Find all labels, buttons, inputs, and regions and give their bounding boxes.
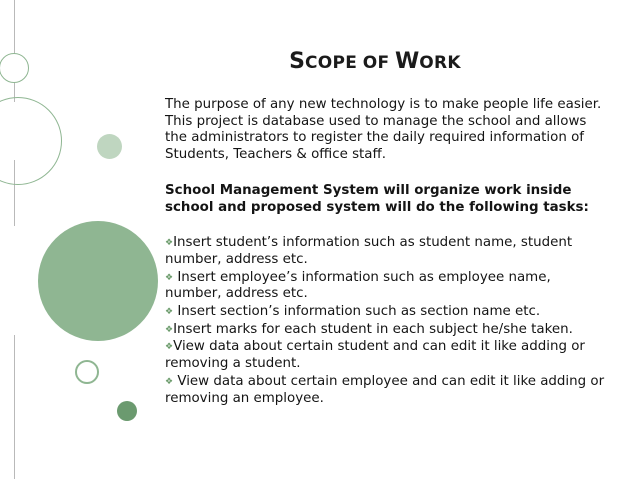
task-text: Insert marks for each student in each subject he/she taken. (173, 321, 573, 337)
list-item (165, 322, 605, 339)
list-item (165, 235, 605, 268)
slide-content (165, 97, 605, 408)
intro-paragraph: The purpose of any new technology is to make people life easier. This project is database used to manage the school and allows the administrators to register the daily required information of Students, Teachers & office staff. (165, 97, 602, 163)
task-text: View data about certain employee and can edit it like adding or removing an employee. (165, 373, 605, 406)
bullet-diamond-icon: ❖ (165, 307, 174, 318)
task-text: Insert employee’s information such as employee name, number, address etc. (165, 269, 551, 302)
slide-title (150, 49, 600, 74)
list-item (165, 304, 605, 321)
title-word1-rest: COPE (304, 53, 358, 73)
decorative-line (14, 0, 15, 54)
title-initial-s: S (289, 49, 305, 74)
title-initial-w: W (394, 49, 420, 74)
bullet-diamond-icon: ❖ (165, 324, 174, 335)
task-text: View data about certain student and can edit it like adding or removing a student. (165, 339, 585, 372)
summary-paragraph: School Management System will organize work inside school and proposed system will do the following tasks: (165, 182, 589, 215)
decorative-circle-bottom (117, 401, 137, 421)
bullet-diamond-icon: ❖ (165, 376, 174, 387)
decorative-line (14, 335, 15, 479)
list-item (165, 374, 605, 407)
task-text: Insert section’s information such as section name etc. (177, 304, 541, 320)
bullet-diamond-icon: ❖ (165, 342, 174, 353)
bullet-diamond-icon: ❖ (165, 272, 174, 283)
decorative-circle-large (38, 221, 158, 341)
list-item (165, 339, 605, 372)
task-text: Insert student’s information such as student name, student number, address etc. (165, 235, 573, 267)
list-item (165, 270, 605, 303)
decorative-ring-top (0, 53, 29, 83)
bullet-diamond-icon: ❖ (165, 238, 174, 249)
title-word3-rest: ORK (419, 53, 461, 73)
title-word2: OF (362, 53, 390, 73)
task-list (165, 235, 605, 407)
decorative-ring-lower (75, 360, 99, 384)
decorative-ring-large (0, 97, 62, 185)
decorative-circle-small (97, 134, 122, 159)
